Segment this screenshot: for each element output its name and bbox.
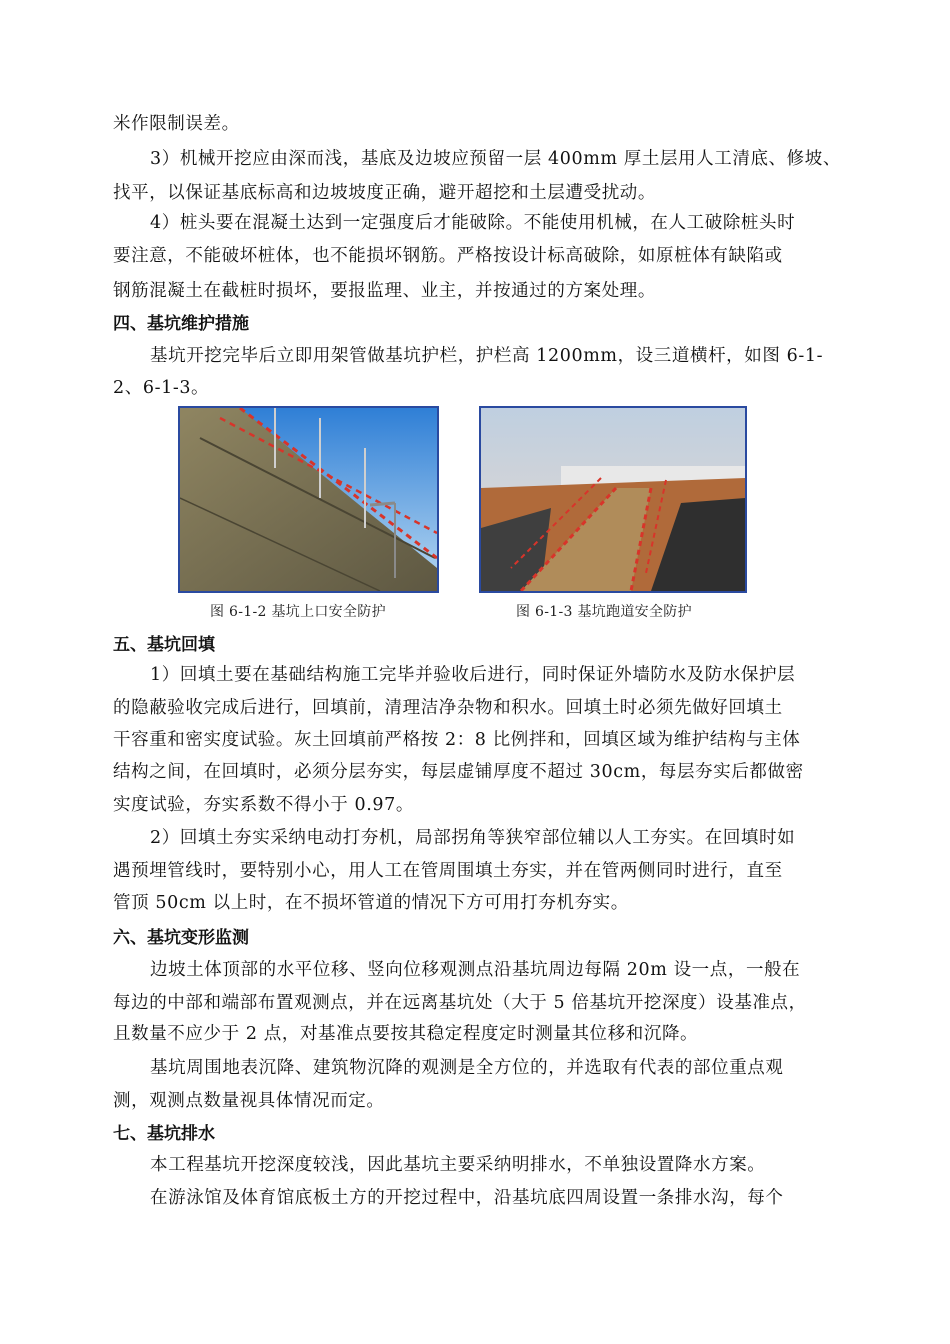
text-line: 要注意，不能破坏桩体，也不能损坏钢筋。严格按设计标高破除，如原桩体有缺陷或 bbox=[113, 246, 783, 266]
text-line: 遇预埋管线时，要特别小心，用人工在管周围填土夯实，并在管两侧同时进行，直至 bbox=[113, 861, 783, 881]
text-line: 结构之间，在回填时，必须分层夯实，每层虚铺厚度不超过 30cm，每层夯实后都做密 bbox=[113, 762, 804, 782]
section-heading: 六、基坑变形监测 bbox=[113, 928, 249, 948]
text-line: 3）机械开挖应由深而浅，基底及边坡应预留一层 400mm 厚土层用人工清底、修坡、 bbox=[150, 149, 841, 169]
text-line: 基坑周围地表沉降、建筑物沉降的观测是全方位的，并选取有代表的部位重点观 bbox=[150, 1058, 784, 1078]
section-heading: 四、基坑维护措施 bbox=[113, 314, 249, 334]
text-line: 干容重和密实度试验。灰土回填前严格按 2：8 比例拌和，回填区域为维护结构与主体 bbox=[113, 730, 801, 750]
text-line: 在游泳馆及体育馆底板土方的开挖过程中，沿基坑底四周设置一条排水沟，每个 bbox=[150, 1188, 784, 1208]
text-line: 每边的中部和端部布置观测点，并在远离基坑处（大于 5 倍基坑开挖深度）设基准点， bbox=[113, 993, 807, 1013]
text-line: 2）回填土夯实采纳电动打夯机，局部拐角等狭窄部位辅以人工夯实。在回填时如 bbox=[150, 828, 796, 848]
photo-pit-edge-railing bbox=[178, 406, 439, 593]
text-line: 且数量不应少于 2 点，对基准点要按其稳定程度定时测量其位移和沉降。 bbox=[113, 1024, 699, 1044]
section-heading: 七、基坑排水 bbox=[113, 1124, 215, 1144]
text-line: 测，观测点数量视具体情况而定。 bbox=[113, 1091, 385, 1111]
text-line: 找平，以保证基底标高和边坡坡度正确，避开超挖和土层遭受扰动。 bbox=[113, 183, 656, 203]
text-line: 1）回填土要在基础结构施工完毕并验收后进行，同时保证外墙防水及防水保护层 bbox=[150, 665, 796, 685]
text-line: 基坑开挖完毕后立即用架管做基坑护栏，护栏高 1200mm，设三道横杆，如图 6-1- bbox=[150, 346, 824, 366]
text-line: 实度试验，夯实系数不得小于 0.97。 bbox=[113, 795, 414, 815]
text-line: 钢筋混凝土在截桩时损坏，要报监理、业主，并按通过的方案处理。 bbox=[113, 281, 656, 301]
figure-caption: 图 6-1-2 基坑上口安全防护 bbox=[210, 604, 386, 620]
photo-ramp-railing bbox=[479, 406, 747, 593]
text-line: 4）桩头要在混凝土达到一定强度后才能破除。不能使用机械，在人工破除桩头时 bbox=[150, 213, 796, 233]
text-line: 2、6-1-3。 bbox=[113, 378, 210, 398]
text-line: 本工程基坑开挖深度较浅，因此基坑主要采纳明排水，不单独设置降水方案。 bbox=[150, 1155, 766, 1175]
figure-caption: 图 6-1-3 基坑跑道安全防护 bbox=[516, 604, 692, 620]
text-line: 管顶 50cm 以上时，在不损坏管道的情况下方可用打夯机夯实。 bbox=[113, 893, 629, 913]
text-line: 的隐蔽验收完成后进行，回填前，清理洁净杂物和积水。回填土时必须先做好回填土 bbox=[113, 698, 783, 718]
section-heading: 五、基坑回填 bbox=[113, 635, 215, 655]
text-line: 米作限制误差。 bbox=[113, 114, 240, 134]
text-line: 边坡土体顶部的水平位移、竖向位移观测点沿基坑周边每隔 20m 设一点，一般在 bbox=[150, 960, 801, 980]
